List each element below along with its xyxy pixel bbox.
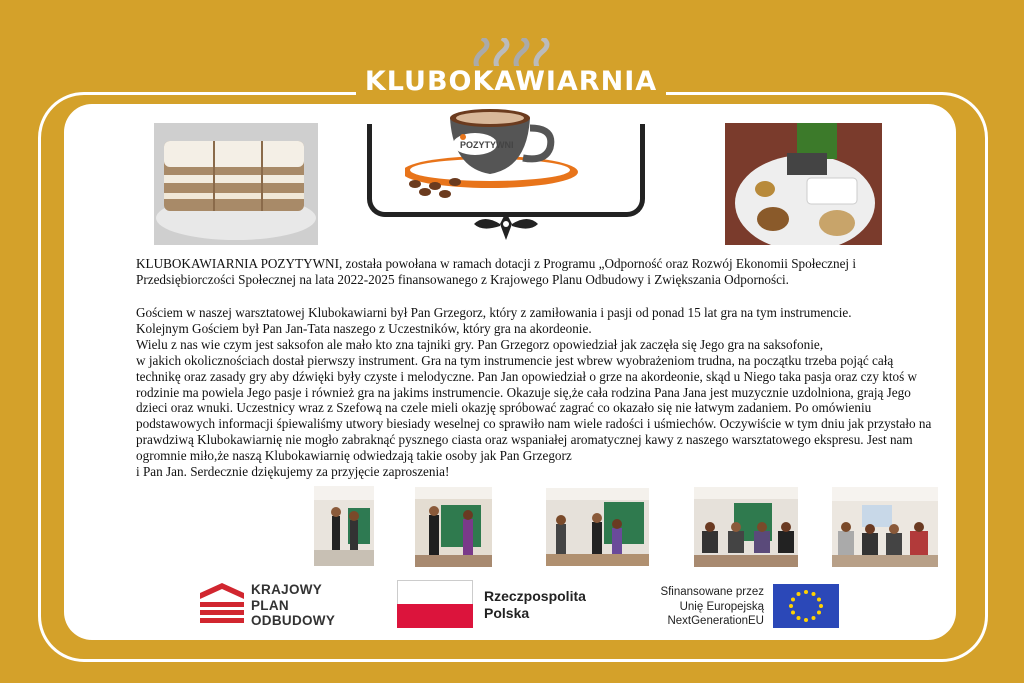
coffee-cup-logo xyxy=(405,100,595,210)
rp-label: Rzeczpospolita Polska xyxy=(484,588,586,621)
intro-paragraph: KLUBOKAWIARNIA POZYTYWNI, została powołana w ramach dotacji z Programu „Odporność oraz Rozwój Ekonomii Społecznej i Przedsiębiorczości Społecznej na lata 2022-2025 finansowanego z Krajowego Planu Odbudowy i Zwiększania Odporności. xyxy=(136,256,857,287)
logo-text: POZYTYWNI xyxy=(460,140,514,150)
event-description: Gościem w naszej warsztatowej Klubokawiarni był Pan Grzegorz, który z zamiłowania i pasji od ponad 15 lat gra na tym instrumencie. Kolejnym Gościem był Pan Jan-Tata naszego z Uczestników, który gra na akordeonie. Wielu z nas wie czym jest saksofon ale mało kto zna tajniki gry. Pan Grzegorz opowiedział jak zaczęła się Jego gra na saksofonie, w jakich okolicznościach dostał pierwszy instrument. Gra na tym instrumencie jest wbrew wyobrażeniom trudna, na początku trzeba pojąć całą technikę oraz zasady gry aby dźwięki były czyste i melodyczne. Pan Jan opowiedział o grze na akordeonie, skąd u Niego taka pasja oraz czy ktoś w rodzinie ma powiela Jego pasje i również gra na jakims instrumencie. Okazuje się,że cała rodzina Pana Jana jest muzycznie uzdolniona, grają Jego dzieci oraz wnuki. Uczestnicy wraz z Szefową na czele mieli okazję spróbować zagrać co okazało się nie łatwym zadaniem. Po omówieniu podstawowych informacji śpiewaliśmy utwory biesiady weselnej co sprawiło nam wiele radości i uśmiechów. Oczywiście w tym dniu jak przystało na prawdziwą Klubokawiarnię nie mogło zabraknąć pysznego ciasta oraz wspaniałej aromatycznej kawy z naszego warsztatowego ekspresu. Jest nam ogromnie miło,że naszą Klubokawiarnię odwiedzają takie osoby jak Pan Grzegorz i Pan Jan. Serdecznie dziękujemy za przyjęcie zaproszenia! xyxy=(136,305,932,480)
coffee-table-photo xyxy=(725,123,882,245)
eu-funding-label: Sfinansowane przez Unię Europejską NextGenerationEU xyxy=(660,586,764,627)
brand-title: KLUBOKAWIARNIA xyxy=(356,66,666,97)
event-photo-4 xyxy=(694,487,798,567)
eu-flag-icon xyxy=(773,584,839,628)
event-photo-3 xyxy=(546,488,649,566)
poland-flag-icon xyxy=(397,580,473,628)
kpo-logo-icon xyxy=(200,583,244,627)
kpo-label: KRAJOWY PLAN ODBUDOWY xyxy=(251,582,336,628)
cake-photo xyxy=(154,123,318,245)
event-photo-1 xyxy=(314,486,374,566)
event-photo-2 xyxy=(415,487,492,567)
event-photo-5 xyxy=(832,487,938,567)
ornament-icon xyxy=(468,210,544,244)
